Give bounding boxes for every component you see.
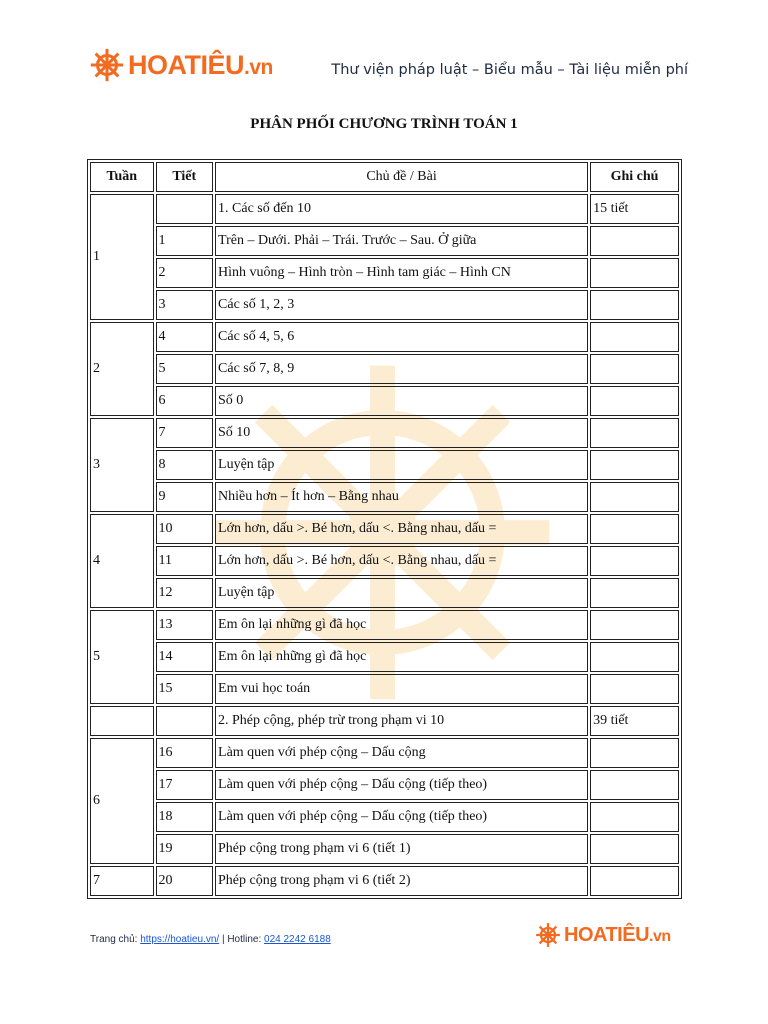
tiet-cell: 9: [156, 482, 214, 512]
table-row: [90, 802, 679, 832]
tiet-cell: [156, 706, 214, 736]
table-row: [90, 738, 679, 768]
table-row: [90, 834, 679, 864]
tiet-cell: 18: [156, 802, 214, 832]
tiet-cell: 10: [156, 514, 214, 544]
lesson-cell: Làm quen với phép cộng – Dấu cộng (tiếp theo): [215, 770, 588, 800]
table-row: [90, 258, 679, 288]
hotline-link[interactable]: 024 2242 6188: [264, 934, 331, 945]
lesson-cell: Trên – Dưới. Phải – Trái. Trước – Sau. Ở giữa: [215, 226, 588, 256]
header-chu-de: Chủ đề / Bài: [215, 162, 588, 192]
note-cell: [590, 770, 679, 800]
tiet-cell: 11: [156, 546, 214, 576]
section-title: 2. Phép cộng, phép trừ trong phạm vi 10: [215, 706, 588, 736]
footer-logo-text: HOATIÊU.vn: [564, 923, 671, 946]
page-header: [88, 46, 688, 88]
lesson-cell: Lớn hơn, dấu >. Bé hơn, dấu <. Bằng nhau, dấu =: [215, 514, 588, 544]
note-cell: [590, 386, 679, 416]
note-cell: [590, 450, 679, 480]
header-ghi-chu: Ghi chú: [590, 162, 679, 192]
curriculum-table: [87, 159, 682, 899]
note-cell: [590, 578, 679, 608]
page-footer: [90, 934, 331, 945]
tiet-cell: 3: [156, 290, 214, 320]
ship-wheel-icon: [88, 46, 126, 84]
tiet-cell: 6: [156, 386, 214, 416]
note-cell: [590, 610, 679, 640]
lesson-cell: Làm quen với phép cộng – Dấu cộng: [215, 738, 588, 768]
note-cell: [590, 866, 679, 896]
lesson-cell: Phép cộng trong phạm vi 6 (tiết 2): [215, 866, 588, 896]
note-cell: [590, 546, 679, 576]
tiet-cell: 4: [156, 322, 214, 352]
lesson-cell: Các số 7, 8, 9: [215, 354, 588, 384]
brand-logo[interactable]: [88, 46, 273, 84]
table-row: [90, 866, 679, 896]
tiet-cell: 13: [156, 610, 214, 640]
note-cell: [590, 258, 679, 288]
tiet-cell: 12: [156, 578, 214, 608]
table-row: [90, 354, 679, 384]
table-row: [90, 578, 679, 608]
note-cell: 39 tiết: [590, 706, 679, 736]
note-cell: [590, 834, 679, 864]
table-row: [90, 290, 679, 320]
tiet-cell: 7: [156, 418, 214, 448]
lesson-cell: Luyện tập: [215, 450, 588, 480]
week-cell: 6: [90, 738, 154, 864]
lesson-cell: Số 10: [215, 418, 588, 448]
note-cell: [590, 674, 679, 704]
week-cell: 5: [90, 610, 154, 704]
week-cell: 7: [90, 866, 154, 896]
site-tagline: Thư viện pháp luật – Biểu mẫu – Tài liệu miễn phí: [331, 62, 688, 78]
tiet-cell: 1: [156, 226, 214, 256]
lesson-cell: Em ôn lại những gì đã học: [215, 642, 588, 672]
lesson-cell: Luyện tập: [215, 578, 588, 608]
table-row: [90, 386, 679, 416]
lesson-cell: Các số 1, 2, 3: [215, 290, 588, 320]
lesson-cell: Các số 4, 5, 6: [215, 322, 588, 352]
table-row: [90, 674, 679, 704]
tiet-cell: 15: [156, 674, 214, 704]
tiet-cell: 19: [156, 834, 214, 864]
lesson-cell: Số 0: [215, 386, 588, 416]
lesson-cell: Nhiều hơn – Ít hơn – Bằng nhau: [215, 482, 588, 512]
note-cell: [590, 354, 679, 384]
note-cell: [590, 514, 679, 544]
footer-brand-logo[interactable]: [534, 921, 671, 949]
week-cell: 4: [90, 514, 154, 608]
tiet-cell: 16: [156, 738, 214, 768]
note-cell: [590, 738, 679, 768]
table-row: [90, 706, 679, 736]
note-cell: 15 tiết: [590, 194, 679, 224]
tiet-cell: 5: [156, 354, 214, 384]
note-cell: [590, 418, 679, 448]
tiet-cell: 17: [156, 770, 214, 800]
tiet-cell: 14: [156, 642, 214, 672]
lesson-cell: Hình vuông – Hình tròn – Hình tam giác – Hình CN: [215, 258, 588, 288]
note-cell: [590, 642, 679, 672]
week-cell: [90, 706, 154, 736]
document-title: PHÂN PHỐI CHƯƠNG TRÌNH TOÁN 1: [250, 116, 518, 132]
lesson-cell: Làm quen với phép cộng – Dấu cộng (tiếp theo): [215, 802, 588, 832]
section-title: 1. Các số đến 10: [215, 194, 588, 224]
table-row: [90, 610, 679, 640]
note-cell: [590, 290, 679, 320]
week-cell: 3: [90, 418, 154, 512]
footer-home-label: Trang chủ:: [90, 934, 141, 945]
table-row: [90, 226, 679, 256]
logo-text: HOATIÊU.vn: [128, 49, 273, 80]
note-cell: [590, 322, 679, 352]
footer-separator: | Hotline:: [219, 934, 265, 945]
week-cell: 2: [90, 322, 154, 416]
table-row: [90, 514, 679, 544]
table-row: [90, 450, 679, 480]
table-row: [90, 322, 679, 352]
table-row: [90, 418, 679, 448]
week-cell: 1: [90, 194, 154, 320]
ship-wheel-icon: [534, 921, 562, 949]
header-tiet: Tiết: [156, 162, 214, 192]
table-row: [90, 546, 679, 576]
lesson-cell: Phép cộng trong phạm vi 6 (tiết 1): [215, 834, 588, 864]
note-cell: [590, 802, 679, 832]
lesson-cell: Em vui học toán: [215, 674, 588, 704]
table-row: [90, 770, 679, 800]
tiet-cell: 20: [156, 866, 214, 896]
note-cell: [590, 226, 679, 256]
tiet-cell: 8: [156, 450, 214, 480]
table-row: [90, 194, 679, 224]
table-row: [90, 482, 679, 512]
tiet-cell: 2: [156, 258, 214, 288]
lesson-cell: Lớn hơn, dấu >. Bé hơn, dấu <. Bằng nhau, dấu =: [215, 546, 588, 576]
home-link[interactable]: https://hoatieu.vn/: [140, 934, 220, 945]
lesson-cell: Em ôn lại những gì đã học: [215, 610, 588, 640]
table-row: [90, 642, 679, 672]
header-tuan: Tuần: [90, 162, 154, 192]
table-header-row: [90, 162, 679, 192]
tiet-cell: [156, 194, 214, 224]
note-cell: [590, 482, 679, 512]
